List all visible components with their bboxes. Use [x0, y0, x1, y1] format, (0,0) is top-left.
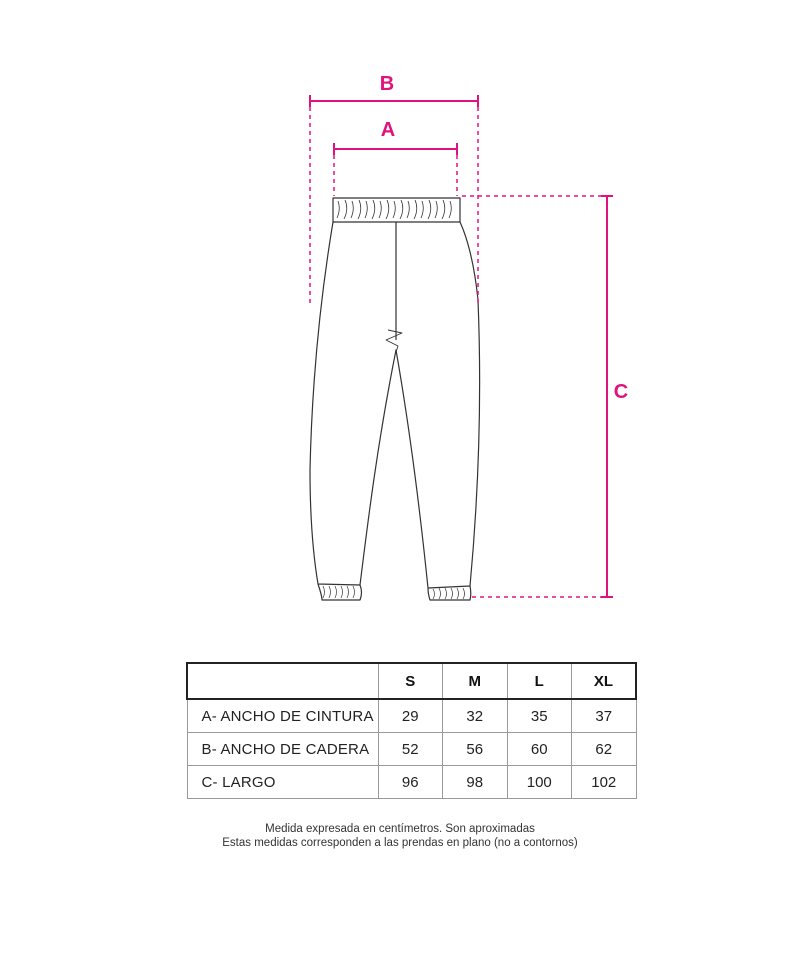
right-cuff-gathers — [433, 588, 465, 599]
note-line-2: Estas medidas corresponden a las prendas en plano (no a contornos) — [222, 837, 578, 849]
table-cell: 98 — [443, 766, 508, 799]
size-header-l: L — [507, 663, 572, 699]
table-cell: 100 — [507, 766, 572, 799]
measurement-notes — [0, 822, 800, 850]
note-line-1: Medida expresada en centímetros. Son aproximadas — [265, 823, 535, 835]
waistband-gathers — [337, 200, 451, 219]
left-cuff-gathers — [323, 586, 355, 598]
pants-illustration — [310, 198, 480, 600]
dimension-a — [334, 143, 457, 196]
table-row — [187, 733, 636, 766]
table-corner-cell — [187, 663, 378, 699]
table-row — [187, 699, 636, 733]
table-cell: 102 — [572, 766, 637, 799]
fly-detail — [386, 330, 402, 352]
table-cell: 29 — [378, 699, 443, 733]
size-header-m: M — [443, 663, 508, 699]
size-header-s: S — [378, 663, 443, 699]
dimension-c — [462, 196, 613, 597]
table-cell: 62 — [572, 733, 637, 766]
dimension-c-label: C — [613, 381, 629, 403]
table-cell: 56 — [443, 733, 508, 766]
size-chart-table — [186, 662, 637, 799]
table-cell: 37 — [572, 699, 637, 733]
table-header-row — [187, 663, 636, 699]
dimension-b-label: B — [379, 73, 395, 95]
row-label-waist: A- ANCHO DE CINTURA — [187, 699, 378, 733]
row-label-hip: B- ANCHO DE CADERA — [187, 733, 378, 766]
pants-outline — [310, 222, 480, 588]
table-cell: 96 — [378, 766, 443, 799]
size-header-xl: XL — [572, 663, 637, 699]
table-row — [187, 766, 636, 799]
table-cell: 35 — [507, 699, 572, 733]
table-cell: 32 — [443, 699, 508, 733]
table-cell: 52 — [378, 733, 443, 766]
row-label-length: C- LARGO — [187, 766, 378, 799]
dimension-a-label: A — [380, 119, 396, 141]
table-cell: 60 — [507, 733, 572, 766]
